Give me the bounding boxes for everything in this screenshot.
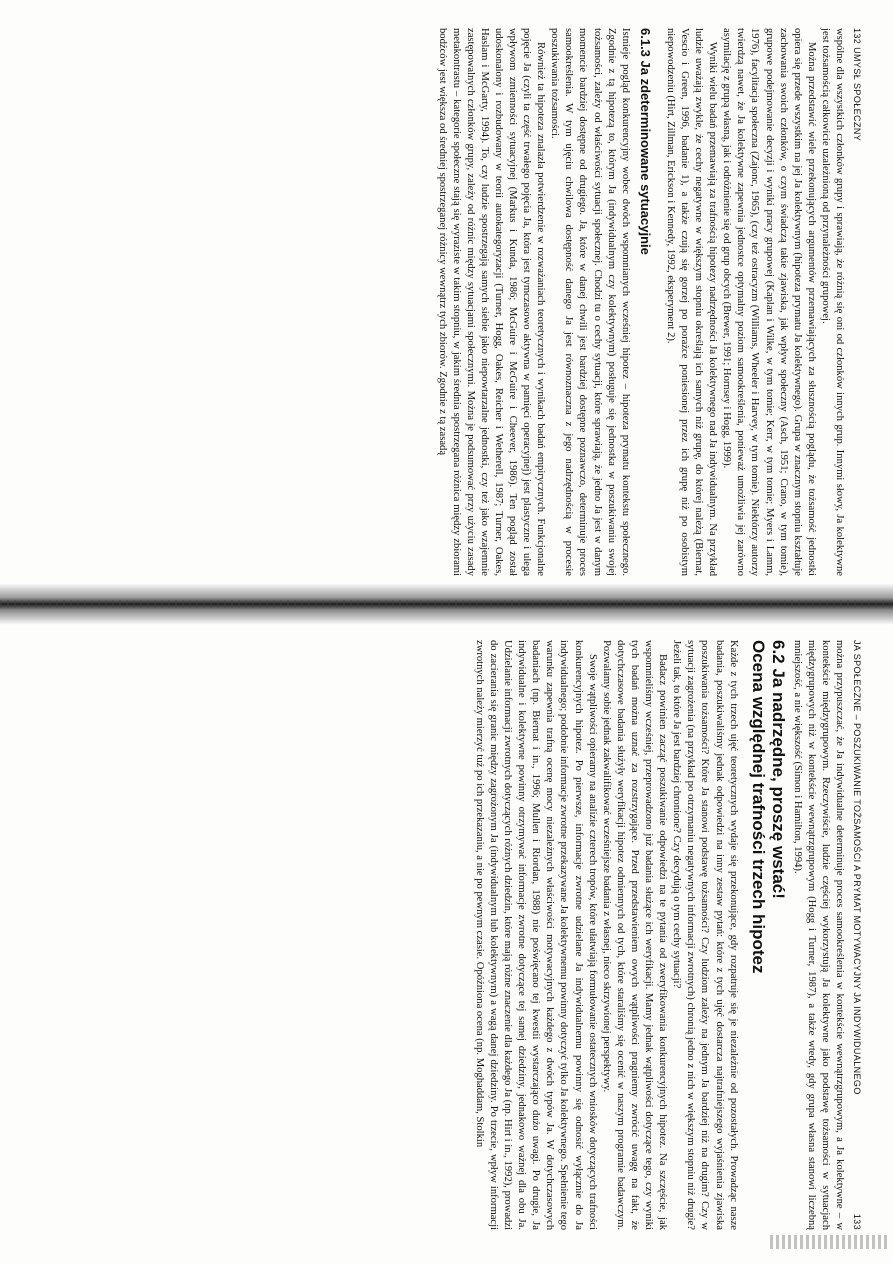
scan-noise — [0, 600, 893, 608]
running-head-text: JA SPOŁECZNE – POSZUKIWANIE TOŻSAMOŚCI A PRYMAT MOTYWACYJNY JA INDYWIDUALNEGO — [852, 640, 862, 1095]
paragraph: Każde z tych trzech ujęć teoretycznych wydaje się przekonujące, gdy rozpatruje się je niezależnie od pozostałych. Prowadząc nasze badania, poszukiwaliśmy jednak odpowiedzi na inny zestaw pytań: które z tych ujęć dostarcza najtrafniejszego wyjaśnienia zjawiska poszukiwania tożsamości? Które Ja stanowi podstawę tożsamości? Czy ludziom zależy na jednym Ja bardziej niż na drugim? Czy w sytuacji zagrożenia (na przykład po otrzymaniu negatywnych informacji zwrotnych) chronią jedno z nich w większym stopniu niż drugie? Jeżeli tak, to które Ja jest bardziej chronione? Czy decydują o tym cechy sytuacji? — [671, 640, 739, 1230]
paragraph: Również ta hipoteza znalazła potwierdzenie w rozważaniach teoretycznych i wynikach badań empirycznych. Funkcjonalne pojęcie Ja (czyli ta część trwałego pojęcia Ja, która jest tymczasowo aktywna w pamięci operacyjnej) jest plastyczne i ulega wpływom zmienności sytuacyjnej (Markus i Kunda, 1986; McGuire i McGuire i Cheever, 1986). Ten pogląd został udoskonalony i rozbudowany w teorii autokategoryzacji (Turner, Hogg, Oakes, Reicher i Wetherell, 1987; Turner, Oakes, Haslam i McGarty, 1994). To, czy ludzie spostrzegają samych siebie jako niepowtarzalne jednostki, czy też jako wzajemnie zastępowalnych członków grupy, zależy od różnic między sytuacjami społecznymi. Można je podsumować przy użyciu zasady metakontrastu – kategorie społeczne stają się wyraziste w takim stopniu, w jakim średnia spostrzegana różnica między zbiorami bodźców jest większa od średniej spostrzeganej różnicy wewnątrz tych zbiorów. Zgodnie z tą zasadą — [436, 28, 547, 576]
paragraph: wspólne dla wszystkich członków grupy i sprawiają, że różnią się oni od członków innych grup. Innymi słowy, Ja kolektywne jest tożsamością całkowicie uzależnioną od przynależności grupowej. — [819, 28, 845, 576]
page-132 — [22, 28, 862, 576]
page-number: 133 — [852, 1213, 862, 1230]
section-number-text: 6.2 — [768, 640, 788, 664]
paragraph: Badacz powinien zacząć poszukiwanie odpowiedzi na te pytania od zweryfikowania konkurencyjnych hipotez. Na szczęście, jak wspomnieliśmy wcześniej, przeprowadzono już badania służące ich weryfikacji. Mamy jednak wątpliwości dotyczące tego, czy wyniki tych badań można uznać za rozstrzygające. Przed przedstawieniem owych wątpliwości pragniemy zwrócić uwagę na fakt, że dotychczasowe badania służyły weryfikacji hipotez odmiennych od tych, które staraliśmy się ocenić w naszym programie badawczym. Pozwalamy sobie jednak zakwalifikować wcześniejsze badania z własnej, nieco skrzywionej perspektywy. — [600, 640, 669, 1230]
scan-edge-noise — [770, 1235, 890, 1249]
paragraph: można przypuszczać, że Ja indywidualne determinuje proces samookreślenia w kontekście wewnątrzgrupowym, a Ja kolektywne – w kontekście międzygrupowym. Rzeczywiście, ludzie częściej wykorzystują Ja kolektywne jako podstawę tożsamości w sytuacjach międzygrupowych niż w kontekście wewnątrzgrupowym (Hogg i Turner, 1987), a także wtedy, gdy grupa własna stanowi liczebną mniejszość, a nie większość (Simon i Hamilton, 1994). — [791, 640, 845, 1230]
paragraph: Istnieje pogląd konkurencyjny wobec dwóch wspomnianych wcześniej hipotez – hipoteza prymatu kontekstu społecznego. Zgodnie z tą hipotezą to, którym Ja (indywidualnym czy kolektywnym) posługuje się jednostka w poszukiwaniu swojej tożsamości, zależy od właściwości sytuacji społecznej. Chodzi tu o cechy sytuacji, które sprawiają, że jedno Ja jest w danym momencie bardziej dostępne od drugiego. Ja, które w danej chwili jest bardziej dostępne poznawczo, determinuje proces samookreślenia. W tym ujęciu chwilowa dostępność danego Ja jest równoznaczna z jego nadrzędnością w procesie poszukiwania tożsamości. — [549, 28, 631, 576]
paragraph: Swoje wątpliwości opieramy na analizie czterech tropów, które ułatwiają formułowanie ostatecznych wniosków dotyczących trafności konkurencyjnych hipotez. Po pierwsze, informacje zwrotne udzielane Ja indywidualnemu powinny się odnosić wyłącznie do Ja indywidualnego; podobnie informacje zwrotne przekazywane Ja kolektywnemu powinny dotyczyć tylko Ja kolektywnego. Spełnienie tego warunku zapewnia trafną ocenę mocy niezależnych właściwości motywacyjnych każdego z dwóch typów Ja. W dotychczasowych badaniach (np. Biernat i in., 1996; Mullen i Riordan, 1988) nie poświęcano tej kwestii wystarczająco dużo uwagi. Po drugie, Ja indywidualne i kolektywne powinny otrzymywać informacje zwrotne dotyczące tej samej dziedziny, jednakowo ważnej dla obu Ja. Udzielanie informacji zwrotnych dotyczących różnych dziedzin, które mają różne znaczenie dla każdego Ja (np. Hirt i in., 1992), prowadzi do zacierania się granic między zagrożonym Ja (indywidualnym lub kolektywnym) a wagą danej dziedziny. Po trzecie, wpływ informacji zwrotnych należy mierzyć tuż po ich przekazaniu, a nie po pewnym czasie. Opóźniona ocena (np. Moghaddam, Stolkin — [473, 640, 598, 1230]
running-head-132 — [852, 28, 862, 576]
section-title-line-1: Ja nadrzędne, proszę wstać! — [768, 668, 788, 899]
page-133 — [22, 640, 862, 1230]
paragraph: Można przedstawić wiele przekonujących argumentów przemawiających za słusznością poglądu, że tożsamość jednostki opiera się przede wszystkim na jej Ja kolektywnym (hipoteza prymatu Ja kolektywnego). Grupa w znacznym stopniu kształtuje zachowania swoich członków, o czym świadczą takie zjawiska, jak wpływ społeczny (Asch, 1951; Crano, w tym tomie), grupowe podejmowanie decyzji i wyniki pracy grupowej (Kaplan i Wilke, w tym tomie; Kerr, w tym tomie; Myers i Lamm, 1976), facylitacja społeczna (Zajonc, 1965), (czy też ostracyzm (Williams, Wheeler i Harvey, w tym tomie). Niektórzy autorzy twierdzą nawet, że Ja kolektywne zapewnia jednostce optymalny poziom samookreślenia, ponieważ umożliwia jej zarówno asymilację z grupą własną, jak i odróżnienie się od grup obcych (Brewer, 1991; Hornsey i Hogg, 1999). — [721, 28, 817, 576]
section-title-line-2: Ocena względnej trafności trzech hipotez — [748, 640, 768, 974]
running-head-text: 132 UMYSŁ SPOŁECZNY — [852, 28, 862, 142]
paragraph: Wyniki wielu badań przemawiają za trafnością hipotezy nadrzędności Ja kolektywnego nad Ja indywidualnym. Na przykład ludzie uważają zwykle, że cechy negatywne w większym stopniu określają ich samych niż grupę, do której należą (Biernat, Vescio i Green, 1996, badanie 1), a także czują się gorzej po porażce poniesionej przez ich grupę niż po osobistym niepowodzeniu (Hirt, Zillman, Erickson i Kennedy, 1992, eksperyment 2). — [664, 28, 719, 576]
section-number — [768, 640, 788, 1230]
running-head-133 — [852, 640, 862, 1230]
section-heading-613: 6.1.3 Ja zdeterminowane sytuacyjnie — [637, 28, 653, 255]
